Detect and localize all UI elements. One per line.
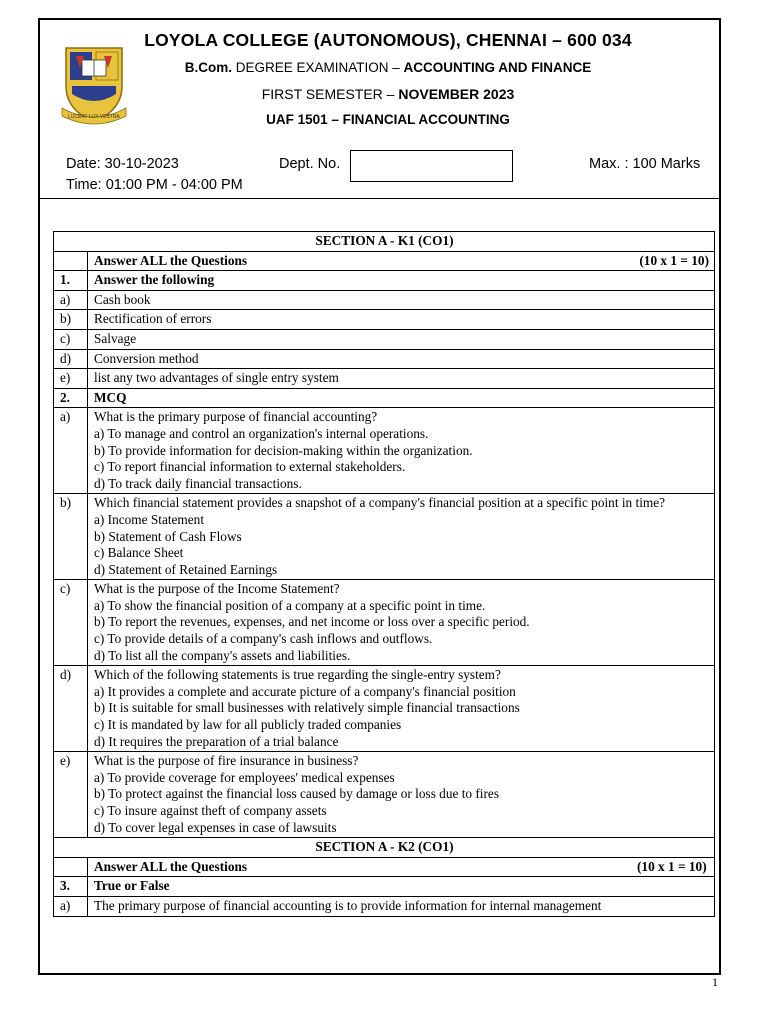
table-row: a) What is the primary purpose of financial accounting? a) To manage and control an organization's internal operations. b) To provide information for decision-making within the organization. c) To report financial information to external stakeholders. d) To track daily financial transactions. [54,408,715,494]
question-title: MCQ [88,388,715,408]
table-row: a) The primary purpose of financial accounting is to provide information for internal management [54,896,715,916]
table-row: b) Rectification of errors [54,310,715,330]
instruction: (10 x 1 = 10) Answer ALL the Questions [88,857,715,877]
mcq-item: Which financial statement provides a snapshot of a company's financial position at a specific point in time? a) Income Statement b) Statement of Cash Flows c) Balance Sheet d) Statement of Retained Earnings [88,494,715,580]
question-heading-row: 3. True or False [54,877,715,897]
table-row: d) Conversion method [54,349,715,369]
question-table [53,231,715,917]
question-heading-row: 1. Answer the following [54,271,715,291]
dept-no-label: Dept. No. [279,156,341,172]
dept-no-box [350,150,513,182]
table-row: d) Which of the following statements is true regarding the single-entry system? a) It provides a complete and accurate picture of a company's financial position b) It is suitable for small businesses with relatively simple financial transactions c) It is mandated by law for all publicly traded companies d) It requires the preparation of a trial balance [54,666,715,752]
college-crest-logo [60,42,128,128]
mcq-item: Which of the following statements is true regarding the single-entry system? a) It provides a complete and accurate picture of a company's financial position b) It is suitable for small businesses with relatively simple financial transactions c) It is mandated by law for all publicly traded companies d) It requires the preparation of a trial balance [88,666,715,752]
instruction: (10 x 1 = 10) Answer ALL the Questions [88,251,715,271]
question-title: True or False [88,877,715,897]
exam-time: Time: 01:00 PM - 04:00 PM [66,177,243,193]
section-title: SECTION A - K2 (CO1) [54,838,715,858]
logo-motto: LUCEAT LUX VESTRA [68,114,120,120]
table-row: a) Cash book [54,290,715,310]
section-header-row [54,838,715,858]
course-title: UAF 1501 – FINANCIAL ACCOUNTING [266,112,510,127]
semester-line: FIRST SEMESTER – NOVEMBER 2023 [261,86,515,102]
exam-date: Date: 30-10-2023 [66,156,179,172]
table-row: e) What is the purpose of fire insurance in business? a) To provide coverage for employees' medical expenses b) To protect against the financial loss caused by damage or loss due to fires c) To insure against theft of company assets d) To cover legal expenses in case of lawsuits [54,752,715,838]
header-divider [38,198,721,199]
instruction-row [54,857,715,877]
table-row: c) What is the purpose of the Income Statement? a) To show the financial position of a company at a specific point in time. b) To report the revenues, expenses, and net income or loss over a specific period. c) To provide details of a company's cash inflows and outflows. d) To list all the company's assets and liabilities. [54,580,715,666]
instruction-row [54,251,715,271]
section-title: SECTION A - K1 (CO1) [54,232,715,252]
question-heading-row: 2. MCQ [54,388,715,408]
question-title: Answer the following [88,271,715,291]
degree-line: B.Com. DEGREE EXAMINATION – ACCOUNTING AND FINANCE [184,60,592,75]
mcq-item: What is the purpose of the Income Statement? a) To show the financial position of a company at a specific point in time. b) To report the revenues, expenses, and net income or loss over a specific period. c) To provide details of a company's cash inflows and outflows. d) To list all the company's assets and liabilities. [88,580,715,666]
table-row: b) Which financial statement provides a snapshot of a company's financial position at a specific point in time? a) Income Statement b) Statement of Cash Flows c) Balance Sheet d) Statement of Retained Earnings [54,494,715,580]
table-row: c) Salvage [54,329,715,349]
max-marks: Max. : 100 Marks [589,156,701,172]
page-number: 1 [712,975,718,989]
mcq-item: What is the primary purpose of financial accounting? a) To manage and control an organization's internal operations. b) To provide information for decision-making within the organization. c) To report financial information to external stakeholders. d) To track daily financial transactions. [88,408,715,494]
section-header-row [54,232,715,252]
mcq-item: What is the purpose of fire insurance in business? a) To provide coverage for employees' medical expenses b) To protect against the financial loss caused by damage or loss due to fires c) To insure against theft of company assets d) To cover legal expenses in case of lawsuits [88,752,715,838]
table-row: e) list any two advantages of single entry system [54,369,715,389]
college-name: LOYOLA COLLEGE (AUTONOMOUS), CHENNAI – 600 034 [144,30,632,50]
